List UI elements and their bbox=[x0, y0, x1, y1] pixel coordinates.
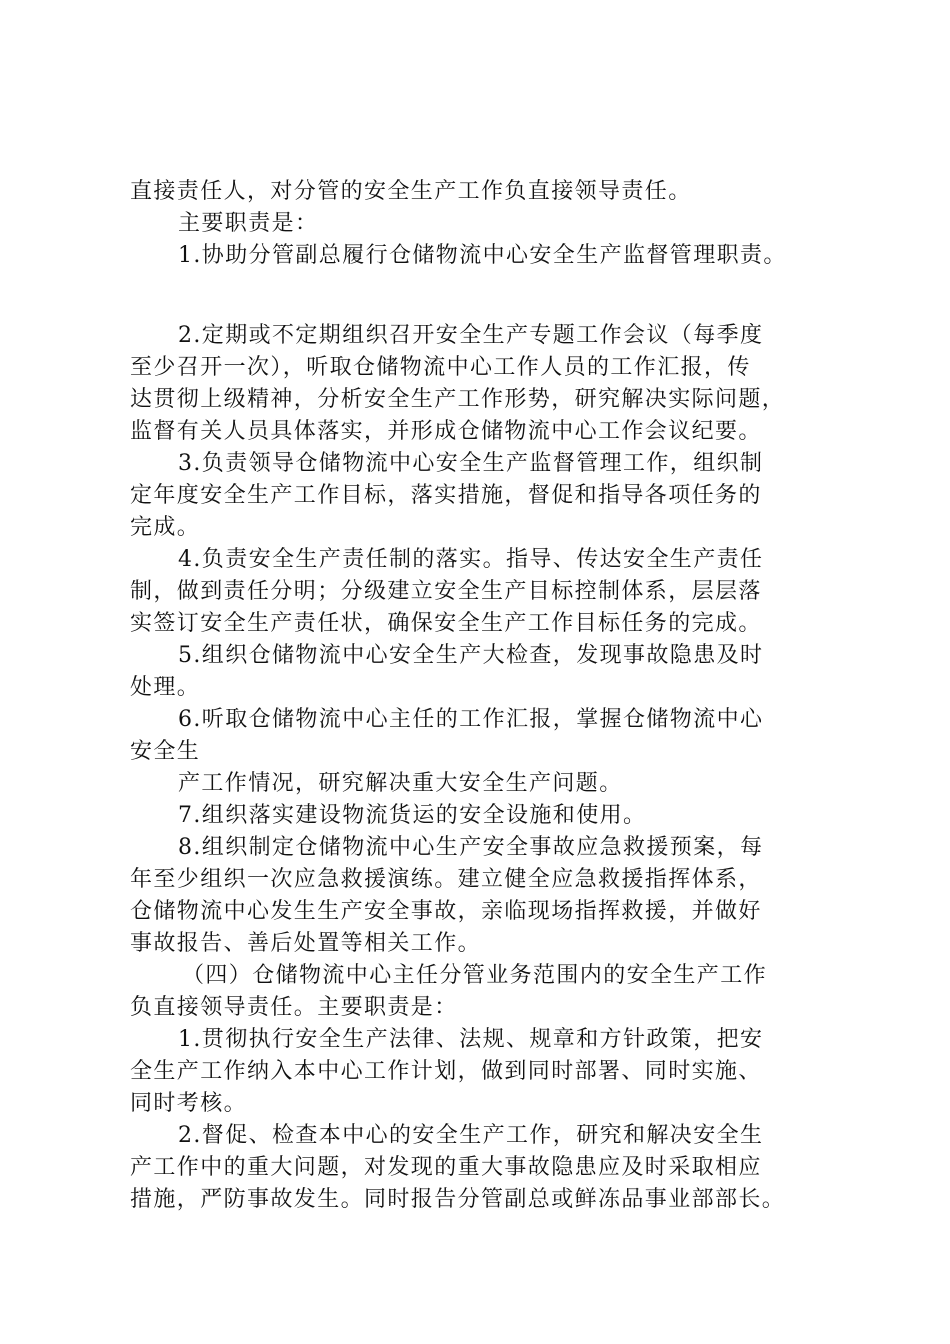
text-line: 产工作情况，研究解决重大安全生产问题。 bbox=[178, 771, 623, 796]
text-line: 主要职责是： bbox=[178, 211, 319, 236]
text-line: 全生产工作纳入本中心工作计划，做到同时部署、同时实施、 bbox=[130, 1059, 762, 1084]
section-heading: （四）仓储物流中心主任分管业务范围内的安全生产工作 bbox=[182, 963, 768, 988]
paragraph-gap bbox=[130, 272, 850, 320]
text-line: 制，做到责任分明；分级建立安全生产目标控制体系，层层落 bbox=[130, 579, 762, 604]
text-line: 仓储物流中心发生生产安全事故，亲临现场指挥救援，并做好 bbox=[130, 899, 762, 924]
text-line: 处理。 bbox=[130, 675, 201, 700]
text-line: 2.督促、检查本中心的安全生产工作，研究和解决安全生 bbox=[178, 1123, 764, 1148]
text-line: 措施，严防事故发生。同时报告分管副总或鲜冻品事业部部长。 bbox=[130, 1187, 786, 1212]
text-line: 直接责任人，对分管的安全生产工作负直接领导责任。 bbox=[130, 179, 692, 204]
text-line: 1.协助分管副总履行仓储物流中心安全生产监督管理职责。 bbox=[178, 243, 787, 268]
text-line: 5.组织仓储物流中心安全生产大检查，发现事故隐患及时 bbox=[178, 643, 764, 668]
text-line: 8.组织制定仓储物流中心生产安全事故应急救援预案，每 bbox=[178, 835, 764, 860]
text-line: 达贯彻上级精神，分析安全生产工作形势，研究解决实际问题， bbox=[130, 387, 786, 412]
document-body bbox=[130, 176, 850, 1216]
text-line: 定年度安全生产工作目标，落实措施，督促和指导各项任务的 bbox=[130, 483, 762, 508]
text-line: 7.组织落实建设物流货运的安全设施和使用。 bbox=[178, 803, 647, 828]
text-line: 产工作中的重大问题，对发现的重大事故隐患应及时采取相应 bbox=[130, 1155, 762, 1180]
text-line: 实签订安全生产责任状，确保安全生产工作目标任务的完成。 bbox=[130, 611, 762, 636]
text-line: 同时考核。 bbox=[130, 1091, 248, 1116]
text-line: 4.负责安全生产责任制的落实。指导、传达安全生产责任 bbox=[178, 547, 764, 572]
text-line: 年至少组织一次应急救援演练。建立健全应急救援指挥体系， bbox=[130, 867, 762, 892]
text-line: 3.负责领导仓储物流中心安全生产监督管理工作，组织制 bbox=[178, 451, 764, 476]
text-line: 6.听取仓储物流中心主任的工作汇报，掌握仓储物流中心 bbox=[178, 707, 764, 732]
text-line: 安全生 bbox=[130, 739, 201, 764]
text-line: 1.贯彻执行安全生产法律、法规、规章和方针政策，把安 bbox=[178, 1027, 764, 1052]
text-line: 完成。 bbox=[130, 515, 201, 540]
text-line: 监督有关人员具体落实，并形成仓储物流中心工作会议纪要。 bbox=[130, 419, 762, 444]
text-line: 至少召开一次），听取仓储物流中心工作人员的工作汇报，传 bbox=[130, 355, 751, 380]
text-line: 负直接领导责任。主要职责是： bbox=[130, 995, 458, 1020]
text-line: 事故报告、善后处置等相关工作。 bbox=[130, 931, 482, 956]
text-line: 2.定期或不定期组织召开安全生产专题工作会议（每季度 bbox=[178, 323, 764, 348]
